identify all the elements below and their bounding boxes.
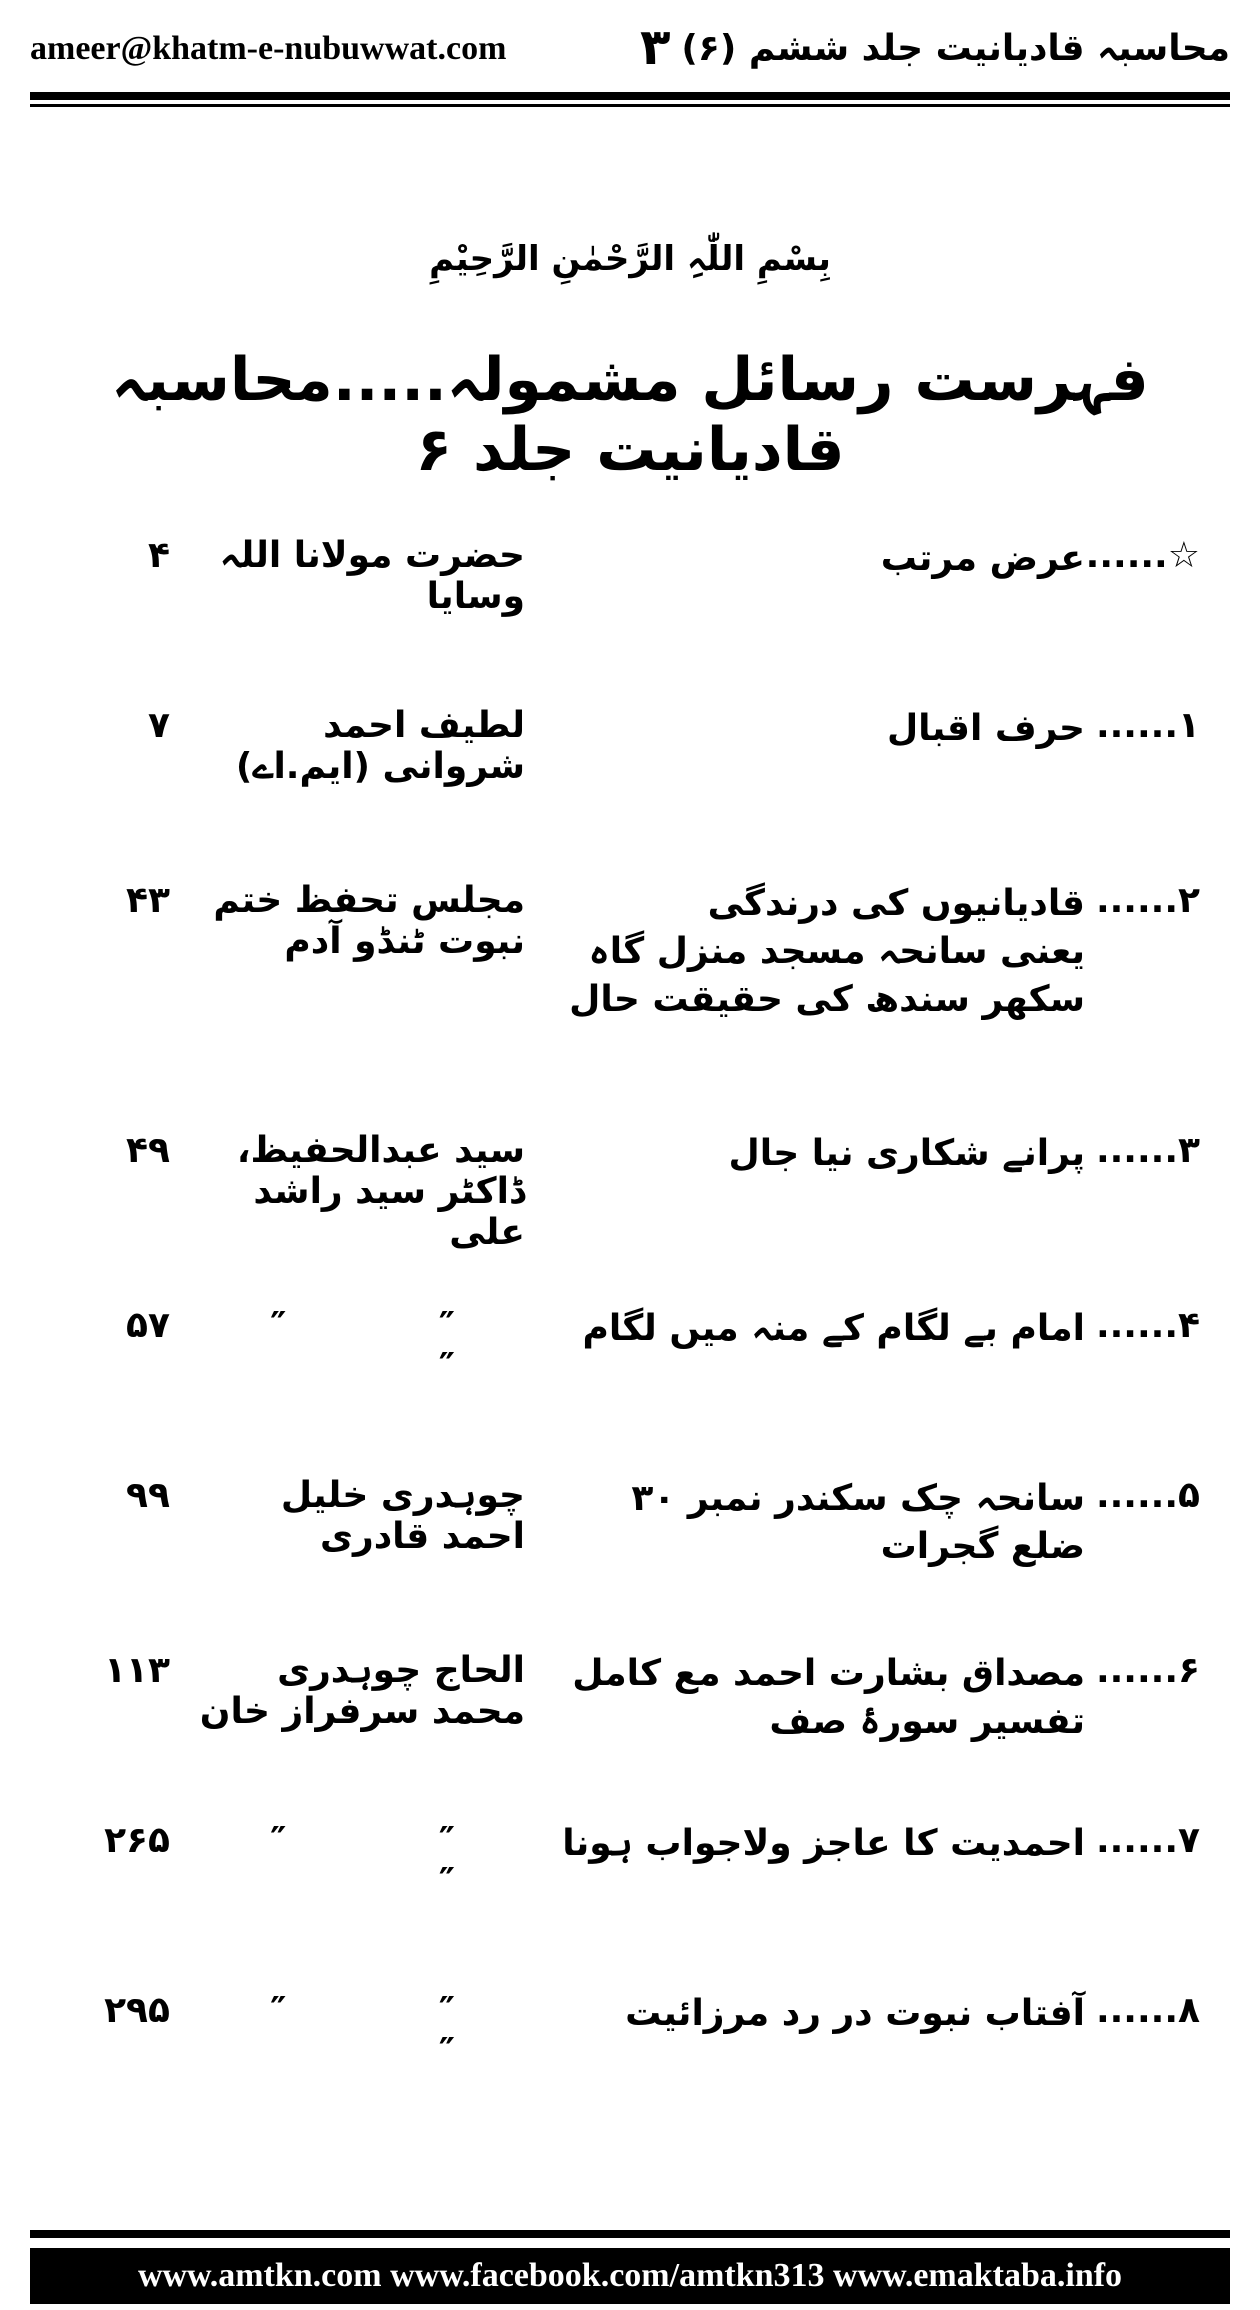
header-rule-thin	[30, 104, 1230, 107]
toc-entry-title-block	[545, 535, 1085, 583]
toc-entry-page: ۱۱۳	[104, 1650, 170, 1691]
toc-entry-page: ۴۳	[126, 880, 170, 921]
footer-rule	[30, 2230, 1230, 2238]
toc-entry-author-ditto: ″ ″ ″	[270, 1820, 525, 1902]
toc-entry	[0, 880, 1260, 1030]
toc-entry-number: ۷......	[1095, 1820, 1200, 1861]
toc-entry-title: آفتاب نبوت در رد مرزائیت	[625, 1993, 1085, 2034]
toc-entry-title: عرض مرتب	[880, 538, 1085, 579]
toc-entry-number: ۲......	[1095, 880, 1200, 921]
toc-entry	[0, 1990, 1260, 2140]
toc-entry	[0, 1650, 1260, 1800]
toc-entry-author-ditto: ″ ″ ″	[270, 1990, 525, 2072]
toc-entry-page: ۴۹	[126, 1130, 170, 1171]
toc-entry-title: قادیانیوں کی درندگی	[707, 883, 1085, 924]
page-title: فہرست رسائل مشمولہ.....محاسبہ قادیانیت جلد ۶	[111, 345, 1149, 485]
toc-entry-page: ۲۹۵	[104, 1990, 170, 2031]
toc-entry-page: ۵۷	[126, 1305, 170, 1346]
header-rule-thick	[30, 92, 1230, 100]
toc-entry-title-block	[545, 1650, 1085, 1746]
footer-links: www.amtkn.com www.facebook.com/amtkn313 www.emaktaba.info	[137, 2257, 1123, 2294]
toc-entry-number: ۵......	[1095, 1475, 1200, 1516]
page-header	[30, 18, 1230, 88]
toc-entry-author: الحاج چوہدری محمد سرفراز خان	[199, 1650, 525, 1732]
toc-entry-title-block	[545, 1475, 1085, 1571]
toc-entry-author-ditto: ″ ″ ″	[270, 1305, 525, 1387]
toc-entry-page: ۲۶۵	[104, 1820, 170, 1861]
toc-entry-number: ۶......	[1095, 1650, 1200, 1691]
header-email: ameer@khatm-e-nubuwwat.com	[30, 30, 507, 67]
toc-entry-number: ۴......	[1095, 1305, 1200, 1346]
toc-entry-title-block	[545, 1820, 1085, 1868]
toc-entry-title-block	[545, 1990, 1085, 2038]
toc-entry-author: چوہدری خلیل احمد قادری	[280, 1475, 525, 1557]
bismillah: بِسْمِ اللّٰہِ الرَّحْمٰنِ الرَّحِیْمِ	[429, 239, 831, 279]
toc-entry-author: حضرت مولانا اللہ وسایا	[219, 535, 525, 617]
toc-entry	[0, 1130, 1260, 1280]
toc-entry	[0, 1820, 1260, 1970]
toc-entry-title: حرف اقبال	[886, 708, 1085, 749]
toc-entry-page: ۷	[148, 705, 170, 746]
toc-entry-number: ۳......	[1095, 1130, 1200, 1171]
toc-entry-number: ☆......	[1085, 535, 1200, 576]
header-book-title: محاسبہ قادیانیت جلد ششم (۶)	[681, 28, 1230, 69]
toc-entry	[0, 1305, 1260, 1455]
toc-entry-title-block	[545, 1305, 1085, 1353]
toc-entry-title: احمدیت کا عاجز ولاجواب ہونا	[562, 1823, 1085, 1864]
footer-band	[30, 2248, 1230, 2304]
toc-entry-title-block	[545, 705, 1085, 753]
toc-entry-number: ۸......	[1095, 1990, 1200, 2031]
toc-entry-title: امام بے لگام کے منہ میں لگام	[582, 1308, 1085, 1349]
toc-entry-subtitle: یعنی سانحہ مسجد منزل گاہ سکھر سندھ کی حقیقت حال	[569, 931, 1085, 1020]
toc-entry-title-block	[545, 1130, 1085, 1178]
toc-entry-author: مجلس تحفظ ختم نبوت ٹنڈو آدم	[213, 880, 525, 962]
toc-entry-title: سانحہ چک سکندر نمبر ۳۰ ضلع گجرات	[631, 1478, 1085, 1567]
toc-entry-title: پرانے شکاری نیا جال	[728, 1133, 1085, 1174]
header-page-number: ۳	[640, 18, 671, 76]
toc-entry-page: ۴	[148, 535, 170, 576]
toc-entry-author: سید عبدالحفیظ، ڈاکٹر سید راشد علی	[236, 1130, 525, 1253]
toc-entry-author: لطیف احمد شروانی (ایم.اے)	[235, 705, 525, 787]
toc-entry	[0, 1475, 1260, 1625]
toc-entry	[0, 705, 1260, 855]
toc-entry-title: مصداق بشارت احمد مع کامل تفسیر سورۂ صف	[572, 1653, 1085, 1742]
toc-entry	[0, 535, 1260, 685]
toc-entry-title-block	[545, 880, 1085, 1024]
toc-entry-page: ۹۹	[126, 1475, 170, 1516]
toc-entry-number: ۱......	[1095, 705, 1200, 746]
